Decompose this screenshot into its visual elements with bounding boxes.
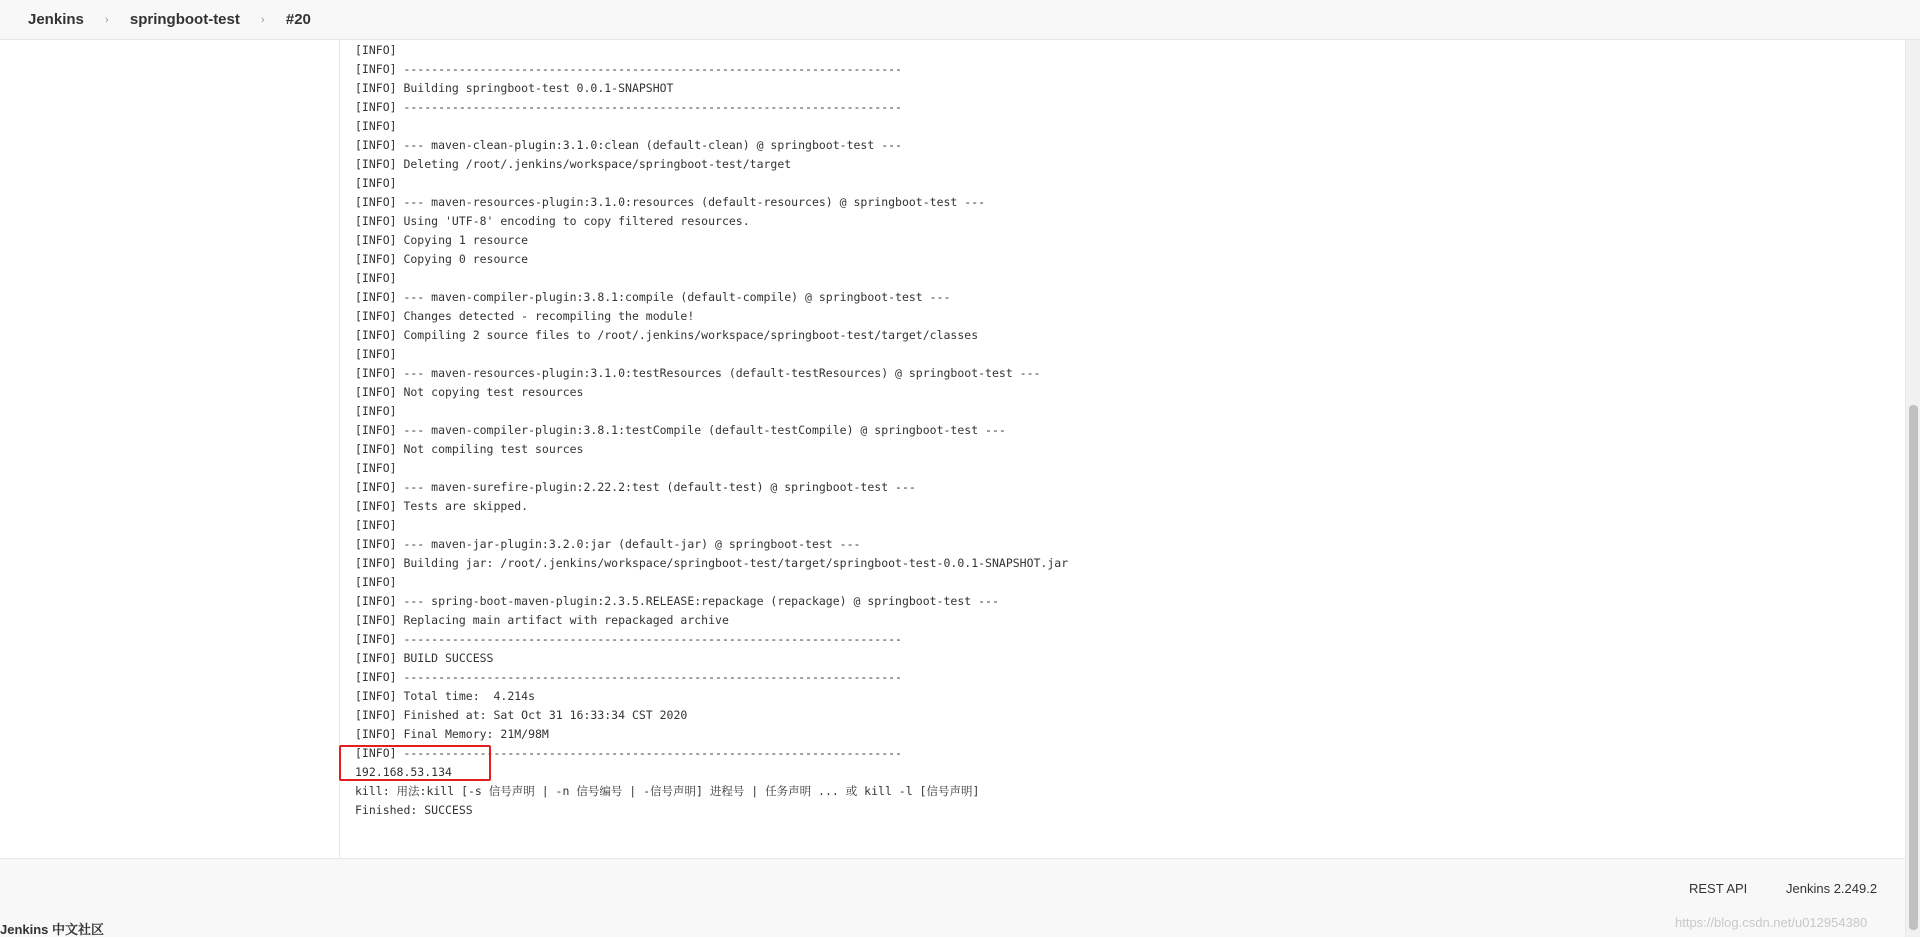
console-line: [INFO] [355,518,397,532]
console-line: [INFO] --- maven-resources-plugin:3.1.0:testResources (default-testResources) @ springboot-test --- [355,366,1041,380]
console-line: [INFO] --- maven-jar-plugin:3.2.0:jar (default-jar) @ springboot-test --- [355,537,861,551]
rest-api-link[interactable]: REST API [1689,881,1748,896]
console-line: [INFO] Tests are skipped. [355,499,529,513]
community-link[interactable]: Jenkins 中文社区 [0,922,105,937]
console-line: [INFO] ------------------------------------------------------------------------ [355,746,902,760]
console-line: [INFO] --- maven-compiler-plugin:3.8.1:compile (default-compile) @ springboot-test --- [355,290,951,304]
breadcrumb-jenkins[interactable]: Jenkins [28,11,84,28]
console-line: [INFO] --- spring-boot-maven-plugin:2.3.5.RELEASE:repackage (repackage) @ springboot-test --- [355,594,999,608]
console-line: [INFO] --- maven-resources-plugin:3.1.0:resources (default-resources) @ springboot-test --- [355,195,986,209]
breadcrumb-build-20[interactable]: #20 [285,11,311,28]
console-line: [INFO] ------------------------------------------------------------------------ [355,62,902,76]
footer [0,858,1905,937]
console-line: [INFO] [355,404,397,418]
console-line: [INFO] BUILD SUCCESS [355,651,494,665]
console-line: [INFO] ------------------------------------------------------------------------ [355,100,902,114]
console-output [355,41,1068,820]
console-line: [INFO] Using 'UTF-8' encoding to copy filtered resources. [355,214,750,228]
console-line: [INFO] --- maven-compiler-plugin:3.8.1:testCompile (default-testCompile) @ springboot-test --- [355,423,1006,437]
console-line: [INFO] Building springboot-test 0.0.1-SNAPSHOT [355,81,674,95]
console-line: [INFO] [355,271,397,285]
console-line: [INFO] [355,43,397,57]
console-line: [INFO] [355,347,397,361]
console-line: [INFO] [355,119,397,133]
console-line: [INFO] Final Memory: 21M/98M [355,727,549,741]
console-line: [INFO] Not copying test resources [355,385,584,399]
console-line: [INFO] Compiling 2 source files to /root/.jenkins/workspace/springboot-test/target/classes [355,328,979,342]
console-line: [INFO] Finished at: Sat Oct 31 16:33:34 CST 2020 [355,708,688,722]
console-line: [INFO] Changes detected - recompiling the module! [355,309,695,323]
console-line: [INFO] Replacing main artifact with repackaged archive [355,613,729,627]
console-line: [INFO] ------------------------------------------------------------------------ [355,632,902,646]
console-line: [INFO] Not compiling test sources [355,442,584,456]
console-line: [INFO] ------------------------------------------------------------------------ [355,670,902,684]
console-line: [INFO] [355,461,397,475]
console-line: 192.168.53.134 [355,765,452,779]
breadcrumb [0,0,1920,40]
console-line: Finished: SUCCESS [355,803,473,817]
scrollbar[interactable] [1905,40,1920,937]
console-line: [INFO] --- maven-surefire-plugin:2.22.2:test (default-test) @ springboot-test --- [355,480,916,494]
console-line: [INFO] Total time: 4.214s [355,689,536,703]
side-panel [0,40,340,858]
scrollbar-thumb[interactable] [1909,405,1918,930]
console-line: [INFO] --- maven-clean-plugin:3.1.0:clean (default-clean) @ springboot-test --- [355,138,902,152]
console-line: [INFO] Deleting /root/.jenkins/workspace/springboot-test/target [355,157,792,171]
jenkins-version-link[interactable]: Jenkins 2.249.2 [1786,881,1878,896]
console-line: [INFO] Copying 1 resource [355,233,529,247]
console-line: kill: 用法:kill [-s 信号声明 | -n 信号编号 | -信号声明] 进程号 | 任务声明 ... 或 kill -l [信号声明] [355,784,980,798]
console-line: [INFO] [355,575,397,589]
console-output-area [340,40,1905,858]
breadcrumb-springboot-test[interactable]: springboot-test [129,11,240,28]
console-line: [INFO] Copying 0 resource [355,252,529,266]
chevron-right-icon: › [261,13,265,26]
chevron-right-icon: › [105,13,109,26]
console-line: [INFO] Building jar: /root/.jenkins/workspace/springboot-test/target/springboot-test-0.0.1-SNAPSHOT.jar [355,556,1069,570]
watermark: https://blog.csdn.net/u012954380 [1675,915,1868,930]
console-line: [INFO] [355,176,397,190]
